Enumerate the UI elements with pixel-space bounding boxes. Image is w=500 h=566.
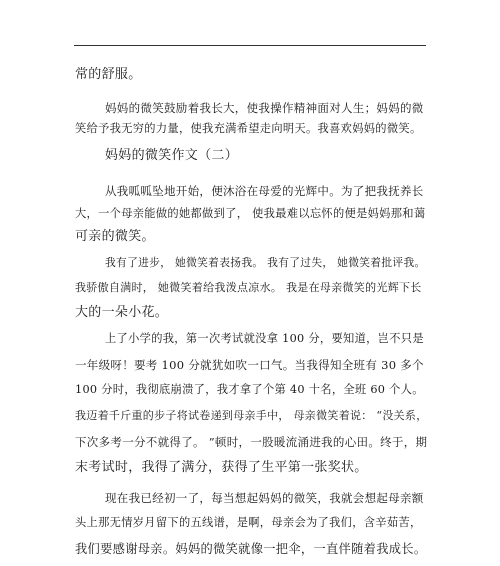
text-line: 现在我已经初一了，每当想起妈妈的微笑，我就会想起母亲额 [105,491,424,505]
text-line: 我迈着千斤重的步子将试卷递到母亲手中， 母亲微笑着说： “没关系， [75,409,428,422]
text-line: 妈妈的微笑鼓励着我长大，使我操作精神面对人生；妈妈的微 [105,101,424,115]
text-line: 从我呱呱坠地开始，便沐浴在母爱的光辉中。为了把我抚养长 [105,184,424,198]
section-heading: 妈妈的微笑作文（二） [105,148,239,163]
text-line: 我们要感谢母亲。妈妈的微笑就像一把伞，一直伴随着我成长。 [75,542,427,556]
text-line: 我骄傲自满时， 她微笑着给我泼点凉水。 我是在母亲微笑的光辉下长 [75,281,422,294]
text-line: 大的一朵小花。 [75,305,169,320]
text-line: 大，一个母亲能做的她都做到了， 使我最难以忘怀的便是妈妈那和蔼 [75,207,426,220]
text-line: 我有了进步， 她微笑着表扬我。 我有了过失， 她微笑着批评我。 [105,256,426,269]
text-line: 100 分时，我彻底崩溃了，我才拿了个第 40 十名，全班 60 个人。 [75,383,424,396]
text-line: 可亲的微笑。 [75,229,155,244]
text-line: 末考试时，我得了满分，获得了生平第一张奖状。 [75,460,368,475]
text-line: 下次多考一分不就得了。 ”顿时，一股暖流涌进我的心田。终于，期 [75,435,428,449]
text-line: 头上那无情岁月留下的五线谱，是啊，母亲会为了我们，含辛茹苦， [75,516,422,529]
text-line: 一年级呀！要考 100 分就犹如吹一口气。当我得知全班有 30 多个 [75,358,424,372]
text-line: 笑给予我无穷的力量，使我充满希望走向明天。我喜欢妈妈的微笑。 [75,122,422,135]
text-line: 上了小学的我，第一次考试就没拿 100 分，要知道，岂不只是 [105,332,424,345]
header-rule [74,45,426,46]
text-line: 常的舒服。 [75,67,142,82]
